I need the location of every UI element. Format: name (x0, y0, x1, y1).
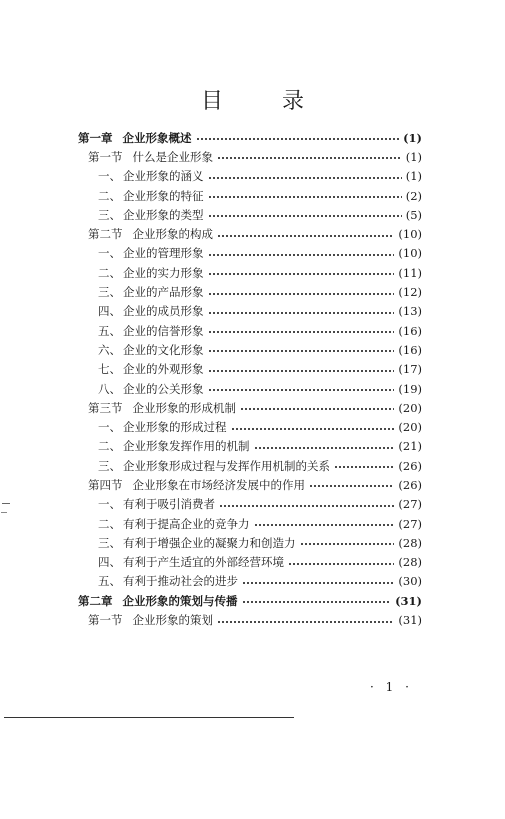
toc-subsection (78, 186, 422, 205)
toc-entry-title: 企业的成员形象 (123, 304, 204, 319)
toc-entry-label (88, 400, 236, 416)
toc-entry-page: (27) (398, 497, 422, 512)
toc-section (78, 224, 422, 243)
dot-leader (242, 582, 394, 584)
toc-entry-number: 第一节 (88, 149, 123, 164)
toc-entry-number: 第一节 (88, 613, 123, 628)
toc-entry-label (88, 612, 213, 628)
toc-entry-page: (27) (398, 516, 422, 531)
page-title: 目 录 (201, 89, 330, 114)
dot-leader (208, 196, 402, 198)
toc-section (78, 475, 422, 494)
toc-subsection (78, 379, 422, 398)
toc-entry-page: (11) (398, 265, 422, 280)
dot-leader (240, 408, 394, 410)
toc-subsection (78, 282, 422, 301)
toc-entry-label (98, 361, 204, 377)
table-of-contents (78, 128, 422, 630)
toc-entry-title: 企业形象发挥作用的机制 (123, 439, 250, 454)
toc-entry-number: 第四节 (88, 477, 123, 492)
toc-entry-title: 企业的文化形象 (123, 342, 204, 357)
toc-subsection (78, 340, 422, 359)
toc-entry-title: 有利于推动社会的进步 (123, 574, 238, 589)
toc-entry-title: 企业形象形成过程与发挥作用机制的关系 (123, 458, 330, 473)
toc-subsection (78, 263, 422, 282)
toc-entry-page: (16) (398, 323, 422, 338)
dot-leader (242, 601, 392, 603)
toc-subsection (78, 437, 422, 456)
dot-leader (288, 563, 394, 565)
toc-entry-number: 三、 (98, 458, 121, 473)
toc-entry-page: (20) (398, 420, 422, 435)
toc-entry-label (98, 554, 284, 570)
toc-entry-page: (28) (398, 555, 422, 570)
toc-entry-label (98, 381, 204, 397)
toc-subsection (78, 205, 422, 224)
toc-entry-page: (21) (398, 439, 422, 454)
toc-entry-title: 企业的管理形象 (123, 246, 204, 261)
toc-entry-number: 第二章 (78, 593, 113, 608)
toc-entry-number: 第二节 (88, 227, 123, 242)
dot-leader (231, 428, 395, 430)
dot-leader (208, 254, 395, 256)
toc-entry-title: 企业形象的策划 (132, 613, 213, 628)
toc-entry-page: (20) (398, 400, 422, 415)
toc-entry-title: 企业形象的涵义 (123, 169, 204, 184)
toc-entry-label (98, 323, 204, 339)
toc-entry-number: 七、 (98, 362, 121, 377)
toc-subsection (78, 244, 422, 263)
toc-entry-number: 一、 (98, 246, 121, 261)
toc-entry-number: 三、 (98, 535, 121, 550)
dot-leader (208, 331, 395, 333)
toc-entry-number: 六、 (98, 342, 121, 357)
dot-leader (217, 157, 402, 159)
toc-entry-page: (1) (405, 169, 422, 184)
toc-entry-title: 有利于提高企业的竞争力 (123, 516, 250, 531)
dot-leader (208, 350, 395, 352)
toc-entry-number: 第一章 (78, 130, 113, 145)
toc-entry-page: (13) (398, 304, 422, 319)
toc-entry-title: 企业形象的策划与传播 (122, 593, 238, 608)
toc-entry-title: 什么是企业形象 (132, 149, 213, 164)
dot-leader (217, 621, 394, 623)
page-number: · 1 · (370, 680, 413, 694)
toc-entry-label (98, 284, 204, 300)
toc-entry-page: (1) (403, 130, 422, 145)
toc-chapter (78, 128, 422, 147)
dot-leader (217, 235, 394, 237)
toc-entry-title: 企业形象在市场经济发展中的作用 (132, 477, 305, 492)
toc-section (78, 610, 422, 629)
toc-subsection (78, 514, 422, 533)
toc-entry-label (98, 168, 204, 184)
toc-subsection (78, 417, 422, 436)
toc-entry-number: 八、 (98, 381, 121, 396)
toc-entry-label (88, 149, 213, 165)
toc-entry-label (98, 245, 204, 261)
toc-entry-page: (26) (398, 477, 422, 492)
toc-entry-number: 三、 (98, 285, 121, 300)
toc-entry-page: (5) (405, 207, 422, 222)
toc-subsection (78, 321, 422, 340)
dot-leader (309, 485, 394, 487)
toc-entry-label (88, 477, 305, 493)
toc-entry-number: 一、 (98, 169, 121, 184)
toc-entry-page: (31) (395, 593, 422, 608)
toc-entry-label (98, 265, 204, 281)
dot-leader (254, 447, 395, 449)
dot-leader (208, 215, 402, 217)
toc-subsection (78, 553, 422, 572)
toc-entry-number: 一、 (98, 420, 121, 435)
toc-entry-title: 企业形象概述 (122, 130, 192, 145)
dot-leader (254, 524, 395, 526)
toc-entry-page: (28) (398, 535, 422, 550)
toc-entry-label (98, 419, 227, 435)
toc-subsection (78, 167, 422, 186)
toc-entry-page: (10) (398, 227, 422, 242)
toc-section (78, 398, 422, 417)
toc-entry-title: 企业形象的类型 (123, 207, 204, 222)
dot-leader (300, 543, 395, 545)
toc-entry-number: 二、 (98, 265, 121, 280)
toc-entry-title: 有利于吸引消费者 (123, 497, 215, 512)
toc-entry-page: (26) (398, 458, 422, 473)
toc-entry-title: 企业的信誉形象 (123, 323, 204, 338)
dot-leader (196, 138, 400, 140)
toc-entry-title: 有利于产生适宜的外部经营环境 (123, 555, 284, 570)
toc-subsection (78, 495, 422, 514)
toc-entry-number: 二、 (98, 439, 121, 454)
toc-subsection (78, 360, 422, 379)
toc-entry-number: 一、 (98, 497, 121, 512)
toc-entry-label (98, 438, 250, 454)
toc-entry-title: 企业形象的形成机制 (132, 400, 236, 415)
toc-entry-label (98, 535, 296, 551)
toc-entry-page: (19) (398, 381, 422, 396)
dot-leader (208, 177, 402, 179)
toc-entry-number: 四、 (98, 304, 121, 319)
toc-entry-number: 二、 (98, 188, 121, 203)
dot-leader (208, 273, 395, 275)
toc-entry-label (98, 188, 204, 204)
toc-entry-title: 企业的产品形象 (123, 285, 204, 300)
margin-mark (2, 503, 10, 504)
toc-entry-title: 企业的实力形象 (123, 265, 204, 280)
toc-subsection (78, 533, 422, 552)
toc-entry-title: 企业形象的形成过程 (123, 420, 227, 435)
toc-entry-page: (30) (398, 574, 422, 589)
dot-leader (208, 389, 395, 391)
toc-entry-number: 三、 (98, 207, 121, 222)
toc-entry-label (88, 226, 213, 242)
toc-chapter (78, 591, 422, 610)
toc-subsection (78, 302, 422, 321)
toc-entry-title: 企业的公关形象 (123, 381, 204, 396)
toc-entry-label (78, 593, 238, 609)
toc-entry-label (98, 458, 330, 474)
toc-entry-title: 企业的外观形象 (123, 362, 204, 377)
toc-entry-title: 有利于增强企业的凝聚力和创造力 (123, 535, 296, 550)
toc-entry-page: (2) (405, 188, 422, 203)
toc-entry-label (98, 496, 215, 512)
toc-subsection (78, 572, 422, 591)
toc-entry-label (98, 207, 204, 223)
toc-entry-label (98, 342, 204, 358)
dot-leader (208, 312, 395, 314)
toc-section (78, 147, 422, 166)
toc-entry-page: (12) (398, 285, 422, 300)
toc-entry-number: 二、 (98, 516, 121, 531)
toc-entry-page: (17) (398, 362, 422, 377)
toc-entry-label (98, 573, 238, 589)
dot-leader (208, 370, 395, 372)
toc-entry-title: 企业形象的构成 (132, 227, 213, 242)
toc-entry-title: 企业形象的特征 (123, 188, 204, 203)
toc-entry-page: (16) (398, 342, 422, 357)
toc-entry-label (78, 130, 192, 146)
bottom-rule (4, 717, 294, 718)
toc-entry-label (98, 303, 204, 319)
toc-entry-page: (1) (405, 149, 422, 164)
toc-entry-page: (10) (398, 246, 422, 261)
toc-entry-number: 五、 (98, 323, 121, 338)
toc-subsection (78, 456, 422, 475)
dot-leader (208, 293, 395, 295)
margin-mark (1, 512, 7, 513)
toc-entry-number: 四、 (98, 555, 121, 570)
dot-leader (334, 466, 394, 468)
dot-leader (219, 505, 394, 507)
toc-entry-number: 第三节 (88, 400, 123, 415)
toc-entry-label (98, 516, 250, 532)
toc-entry-page: (31) (398, 613, 422, 628)
toc-entry-number: 五、 (98, 574, 121, 589)
